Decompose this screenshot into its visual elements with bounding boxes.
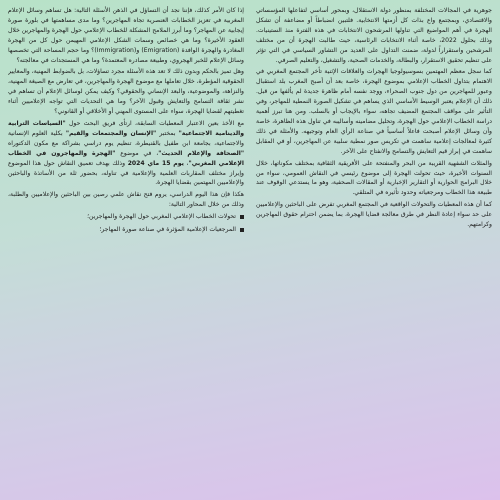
right-paragraph-4: كما أن هذه المعطيات والتحولات الواقعية في المجتمع المغربي تفرض على الباحثين والإعلاميين على حد سواء إعادة النظر في طرق معالجة قضايا الهجرة، بما يضمن احترام حقوق المهاجرين وكرامتهم. (256, 201, 492, 229)
right-column (256, 4, 492, 500)
left-paragraph-4: هكذا فإن هذا اليوم الدراسي، يروم فتح نقاش علمي رصين بين الباحثين والإعلاميين والطلبة، وذلك من خلال المحاور التالية: (8, 191, 244, 209)
left-paragraph-3-topic-intro: ، في موضوع (115, 149, 159, 157)
left-paragraph-3-partner: بكلية العلوم الإنسانية والاجتماعية، بجامعة ابن طفيل بالقنيطرة، تنظيم يوم دراسي بشراكة مع مكون الدكتوراه (8, 129, 244, 147)
right-paragraph-3: والمثلات الشفهية القريبة من البحر والمنفتحة على الأفريقية الثقافية بمختلف مكوناتها، خلال السنوات الأخيرة، حيث تحولت الهجرة إلى موضوع رئيسي في النقاش العمومي، سواء من خلال البرامج الحوارية أو التقارير الإخبارية أو المقالات الصحفية، وهو ما يستدعي الوقوف عند طبيعة هذا الخطاب ومرجعياته وحدود تأثيره في المتلقي. (256, 159, 492, 197)
list-item-text: تحولات الخطاب الإعلامي المغربي حول الهجرة والمهاجرين؛ (87, 213, 236, 221)
research-team-name: "السياسات الترابية والدينامية الاجتماعية" (8, 119, 244, 137)
two-column-layout (8, 4, 492, 500)
left-paragraph-3: مع الأخذ بعين الاعتبار المعطيات السابقة، ارتأى فريق البحث حول "السياسات الترابية والدينامية الاجتماعية" بمختبر "الإنسان والمجتمعات والقيم" بكلية العلوم الإنسانية والاجتماعية، بجامعة ابن طفيل بالقنيطرة، تنظيم يوم دراسي بشراكة مع مكون الدكتوراه "الصحافة والإعلام الحديث"، في موضوع "الهجرة والمهاجرون في الخطاب الإعلامي المغربي"، يوم 15 ماي 2024 وذلك بهدف تعميق النقاش حول هذا الموضوع وإبراز مختلف المقاربات العلمية والإعلامية في تناوله، بحضور ثلة من الأساتذة والباحثين والإعلاميين المهتمين بقضايا الهجرة. (8, 119, 244, 187)
event-date: يوم 15 ماي 2024 (127, 159, 184, 167)
left-paragraph-3-rest: وذلك بهدف تعميق النقاش حول هذا الموضوع وإبراز مختلف المقاربات العلمية والإعلامية في تناوله، بحضور ثلة من الأساتذة والباحثين والإعلاميين المهتمين بقضايا الهجرة. (8, 159, 244, 187)
list-item (8, 225, 244, 235)
doctorate-unit-name: "الصحافة والإعلام الحديث" (158, 149, 244, 157)
left-paragraph-2: وهل تميز بالحكم وبدون ذلك لا تعد هذه الأسئلة مجرد تساؤلات، بل بالضوابط المهنية، والمعايير الحقوقية المؤطرة، خلال تعاملها مع موضوع الهجرة والمهاجرين، في تعارض مع الصيغة المهنية، والنزاهة، والموضوعية، والبعد الإنساني والحقوقي؟ وكيف يمكن لوسائل الإعلام أن تساهم في نشر ثقافة التسامح والتعايش وقبول الآخر؟ وما هي التحديات التي تواجه الإعلاميين أثناء تغطيتهم لقضايا الهجرة، سواء على المستوى المهني أو الأخلاقي أو القانوني؟ (8, 68, 244, 116)
right-paragraph-2: كما سجل معظم المهتمين بسوسيولوجيا الهجرات والعلاقات الإثنية تأخر المجتمع المغربي في الاهتمام بتداول الخطاب الإعلامي بموضوع الهجرة، خاصة بعد أن أصبح المغرب بلد استقبال وعبور للمهاجرين من دول جنوب الصحراء، ووجد نفسه أمام ظاهرة جديدة لم يألفها من قبل. ذلك أن الإعلام يعتبر الوسيط الأساسي الذي يساهم في تشكيل الصورة النمطية للمهاجر، وفي التأثير على مواقف المجتمع المضيف تجاهه، سواء بالإيجاب أو بالسلب. ومن هنا تبرز أهمية دراسة الخطاب الإعلامي حول الهجرة، وتحليل مضامينه وأساليبه في تناول هذه الظاهرة، خاصة وأن وسائل الإعلام أصبحت فاعلاً أساسياً في صناعة الرأي العام وتوجيهه. والأمثلة في ذلك كثيرة لمعالجات إعلامية ساهمت في تكريس صور نمطية سلبية عن المهاجرين، أو في المقابل ساهمت في إبراز قيم التعايش والتسامح والانفتاح على الآخر. (256, 68, 492, 155)
left-paragraph-1: إذا كان الأمر كذلك، فإننا نجد أن التساؤل في الذهن الأسئلة التالية: هل تساهم وسائل الإعلام المغربية في تعزيز الخطابات العنصرية تجاه المهاجرين؟ وما مدى مساهمتها في بلورة صورة إيجابية عن المهاجر؟ وما أبرز الملامح المشكلة للخطاب الإعلامي حول الهجرة والمهاجرين خلال العقود الأخيرة؟ وما هي خصائص وسمات الشكل الإعلامي المهيمن حول كل من الهجرة المغادرة والهجرة الوافدة (Emigration) و(Immigration)؟ وما حجم المساحة التي تخصصها وسائل الإعلام للخبر الهجروي، وطبيعة مصادره المعتمدة؟ وما هي المستجدات في معالجته؟ (8, 7, 244, 64)
list-item (8, 212, 244, 222)
right-paragraph-1: جوهرية في المجالات المختلفة بمنظور دولة الاستقلال، وبمحور أساسي لتفاعلها المؤسساتي والاقتصادي، وبمجتمع واع بذات كل أزمتها الانتخابية. فلتبين انضباطاً أو مضاعفة أن تشكل الهجرة في أهم المواضيع التي تناولها المرشحون الانتخابات في هذه الفترة منذ الستينيات. وذلك بحلول 2022، خاصة أثناء الانتخابات الرئاسية، حيث طالبت الهجرة أن من مختلف المرشحين واستقراراً لدولة، ضمنت التداول على العديد من التشاور السياسي في التي تؤثر على تنظيم تحقيق الاستقرار، والبطالة، والخدمات الصحية، والتشغيل، والتعليم الصرفي. (256, 7, 492, 64)
left-paragraph-3-lab-intro: بمختبر (156, 129, 179, 137)
themes-list (8, 212, 244, 235)
bullet-square-icon (240, 215, 244, 219)
bullet-square-icon (240, 228, 244, 232)
left-column (8, 4, 244, 500)
lab-name: "الإنسان والمجتمعات والقيم" (65, 129, 157, 137)
list-item-text: المرجعيات الإعلامية المؤثرة في صناعة صورة المهاجر؛ (99, 226, 236, 234)
left-paragraph-3-intro: مع الأخذ بعين الاعتبار المعطيات السابقة، ارتأى فريق البحث حول (65, 119, 244, 127)
event-topic: "الهجرة والمهاجرون في الخطاب الإعلامي المغربي" (8, 149, 244, 167)
